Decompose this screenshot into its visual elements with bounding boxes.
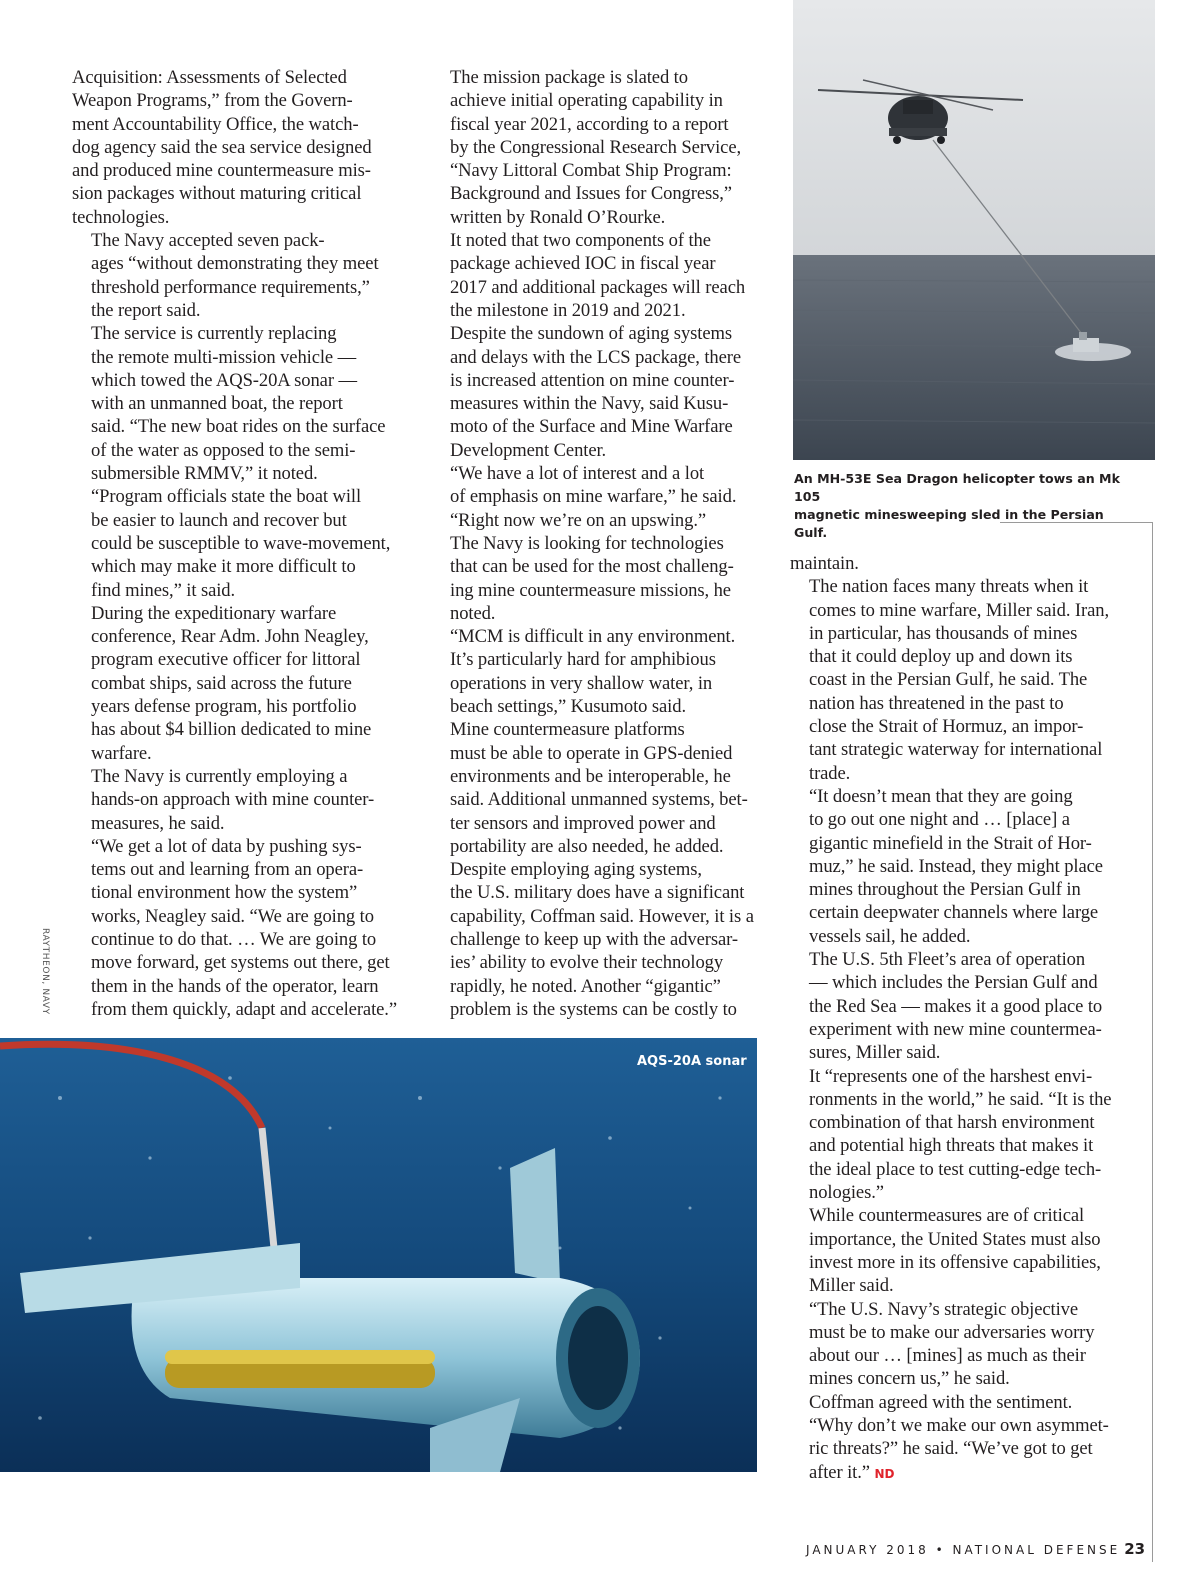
text-line: The U.S. 5th Fleet’s area of operation [809, 949, 1086, 971]
text-line: tional environment how the system” [91, 882, 358, 904]
end-mark: ND [874, 1466, 895, 1481]
text-line: gigantic minefield in the Strait of Hor- [809, 832, 1092, 854]
text-line: problem is the systems can be costly to [450, 998, 737, 1020]
article-paragraph [431, 462, 767, 532]
text-line: tant strategic waterway for international [809, 739, 1103, 761]
text-line: “It doesn’t mean that they are going [809, 785, 1073, 807]
text-line: vessels sail, he added. [809, 925, 971, 947]
text-line: with an unmanned boat, the report [91, 393, 343, 415]
text-line: importance, the United States must also [809, 1228, 1101, 1250]
text-line: The service is currently replacing [91, 323, 337, 345]
text-line: nation has threatened in the past to [809, 692, 1064, 714]
text-line: Miller said. [809, 1275, 894, 1297]
text-line: noted. [450, 602, 496, 624]
text-line: ages “without demonstrating they meet [91, 253, 379, 275]
text-line: program executive officer for littoral [91, 649, 361, 671]
text-line: combat ships, said across the future [91, 672, 352, 694]
text-line: Despite employing aging systems, [450, 859, 702, 881]
text-line: dog agency said the sea service designed [72, 136, 372, 158]
text-line: “The U.S. Navy’s strategic objective [809, 1298, 1079, 1320]
text-line: The Navy is looking for technologies [450, 532, 724, 554]
text-line: Background and Issues for Congress,” [450, 183, 732, 205]
article-paragraph [790, 1298, 1126, 1391]
text-line: sures, Miller said. [809, 1042, 941, 1064]
text-line: ing mine countermeasure missions, he [450, 579, 731, 601]
text-line: that can be used for the most challeng- [450, 556, 734, 578]
text-line: measures, he said. [91, 812, 225, 834]
text-line: of the water as opposed to the semi- [91, 439, 356, 461]
text-line: years defense program, his portfolio [91, 696, 357, 718]
text-line: Despite the sundown of aging systems [450, 323, 732, 345]
text-line: ment Accountability Office, the watch- [72, 113, 359, 135]
text-line: The Navy is currently employing a [91, 765, 348, 787]
text-line: fiscal year 2021, according to a report [450, 113, 729, 135]
text-line [790, 1461, 1126, 1486]
text-line: technologies. [72, 206, 170, 228]
text-line: could be susceptible to wave-movement, [91, 532, 391, 554]
text-line: It “represents one of the harshest envi- [809, 1065, 1093, 1087]
text-line: said. Additional unmanned systems, bet- [450, 789, 748, 811]
text-line: beach settings,” Kusumoto said. [450, 696, 686, 718]
text-line: “MCM is difficult in any environment. [450, 626, 736, 648]
text-line: comes to mine warfare, Miller said. Iran, [809, 599, 1110, 621]
text-line: capability, Coffman said. However, it is a [450, 905, 754, 927]
text-line: portability are also needed, he added. [450, 835, 724, 857]
sonar-photo-label: AQS-20A sonar [637, 1054, 747, 1069]
text-line: is increased attention on mine counter- [450, 369, 735, 391]
article-paragraph [790, 1391, 1126, 1486]
helicopter-photo-image [793, 0, 1155, 460]
text-line: that it could deploy up and down its [809, 646, 1073, 668]
text-line: by the Congressional Research Service, [450, 136, 742, 158]
divider-horizontal [1000, 522, 1153, 523]
text-line: move forward, get systems out there, get [91, 952, 390, 974]
text-line: tems out and learning from an opera- [91, 859, 364, 881]
text-line: the report said. [91, 299, 201, 321]
text-line: from them quickly, adapt and accelerate.” [91, 998, 397, 1020]
text-line: “Why don’t we make our own asymmet- [809, 1414, 1109, 1436]
text-line: them in the hands of the operator, learn [91, 975, 379, 997]
text-line: While countermeasures are of critical [809, 1205, 1085, 1227]
text-line: — which includes the Persian Gulf and [809, 972, 1098, 994]
text-line: and potential high threats that makes it [809, 1135, 1094, 1157]
article-paragraph [72, 602, 408, 765]
text-line: “We have a lot of interest and a lot [450, 463, 705, 485]
text-line: close the Strait of Hormuz, an impor- [809, 716, 1084, 738]
helicopter-photo [793, 0, 1155, 460]
article-paragraph [72, 485, 408, 601]
text-line: rapidly, he noted. Another “gigantic” [450, 975, 721, 997]
text-line: environments and be interoperable, he [450, 765, 731, 787]
article-paragraph [72, 66, 408, 229]
text-line: package achieved IOC in fiscal year [450, 253, 716, 275]
text-line: hands-on approach with mine counter- [91, 789, 375, 811]
text-line: The nation faces many threats when it [809, 576, 1089, 598]
divider-vertical [1152, 522, 1153, 1562]
article-paragraph [790, 1204, 1126, 1297]
article-paragraph [790, 785, 1126, 948]
text-line: conference, Rear Adm. John Neagley, [91, 626, 369, 648]
article-paragraph [72, 835, 408, 1021]
text-line: ronments in the world,” he said. “It is the [809, 1088, 1112, 1110]
text-line: the ideal place to test cutting-edge tech- [809, 1158, 1102, 1180]
text-line: said. “The new boat rides on the surface [91, 416, 386, 438]
text-line: trade. [809, 762, 851, 784]
text-line: and produced mine countermeasure mis- [72, 160, 371, 182]
article-column-3 [790, 552, 1126, 1486]
text-line: “Program officials state the boat will [91, 486, 362, 508]
text-line: Acquisition: Assessments of Selected [72, 67, 347, 88]
helicopter-photo-caption [794, 470, 1134, 542]
text-line: ies’ ability to evolve their technology [450, 952, 724, 974]
text-line: moto of the Surface and Mine Warfare [450, 416, 733, 438]
text-line: has about $4 billion dedicated to mine [91, 719, 372, 741]
text-line: achieve initial operating capability in [450, 90, 723, 112]
article-paragraph [431, 66, 767, 229]
sonar-photo-image [0, 1038, 757, 1472]
text-line: “Navy Littoral Combat Ship Program: [450, 160, 732, 182]
text-line: ric threats?” he said. “We’ve got to get [809, 1438, 1093, 1460]
article-paragraph [431, 322, 767, 462]
text-line: certain deepwater channels where large [809, 902, 1099, 924]
text-line: sion packages without maturing critical [72, 183, 362, 205]
article-paragraph [72, 322, 408, 485]
photo-credit: RAYTHEON, NAVY [40, 928, 50, 1015]
caption-line: magnetic minesweeping sled in the Persian Gulf. [794, 507, 1104, 540]
text-line: mines throughout the Persian Gulf in [809, 879, 1081, 901]
text-line: coast in the Persian Gulf, he said. The [809, 669, 1088, 691]
text-line: experiment with new mine countermea- [809, 1018, 1102, 1040]
text-line: the U.S. military does have a significant [450, 882, 745, 904]
text-line: the remote multi-mission vehicle — [91, 346, 357, 368]
text-line: must be able to operate in GPS-denied [450, 742, 733, 764]
article-paragraph [790, 575, 1126, 785]
article-paragraph [431, 532, 767, 625]
text-line: It noted that two components of the [450, 230, 711, 252]
article-column-2 [431, 66, 767, 1021]
text-line: the milestone in 2019 and 2021. [450, 299, 686, 321]
text-line: which towed the AQS-20A sonar — [91, 369, 357, 391]
text-line: in particular, has thousands of mines [809, 622, 1078, 644]
text-line: combination of that harsh environment [809, 1112, 1095, 1134]
text-line: mines concern us,” he said. [809, 1368, 1010, 1390]
article-column-1 [72, 66, 408, 1021]
text-line: Coffman agreed with the sentiment. [809, 1391, 1073, 1413]
text-line: ter sensors and improved power and [450, 812, 716, 834]
text-line: measures within the Navy, said Kusu- [450, 393, 729, 415]
text-line: submersible RMMV,” it noted. [91, 463, 318, 485]
text-line: maintain. [790, 553, 859, 574]
text-line: find mines,” it said. [91, 579, 236, 601]
text-line: and delays with the LCS package, there [450, 346, 742, 368]
text-line: Weapon Programs,” from the Govern- [72, 90, 353, 112]
footer-text: JANUARY 2018 • NATIONAL DEFENSE [806, 1543, 1121, 1557]
article-paragraph [72, 229, 408, 322]
text-line-content: after it.” [809, 1461, 870, 1483]
text-line: works, Neagley said. “We are going to [91, 905, 374, 927]
text-line: “Right now we’re on an upswing.” [450, 509, 707, 531]
text-line: which may make it more difficult to [91, 556, 356, 578]
text-line: about our … [mines] as much as their [809, 1345, 1086, 1367]
caption-line: An MH-53E Sea Dragon helicopter tows an Mk 105 [794, 471, 1120, 504]
text-line: Development Center. [450, 439, 607, 461]
text-line: continue to do that. … We are going to [91, 928, 377, 950]
text-line: invest more in its offensive capabilities, [809, 1251, 1101, 1273]
sonar-photo [0, 1038, 757, 1472]
text-line: written by Ronald O’Rourke. [450, 206, 666, 228]
article-paragraph [790, 948, 1126, 1064]
text-line: During the expeditionary warfare [91, 602, 337, 624]
article-paragraph [790, 552, 1126, 575]
text-line: muz,” he said. Instead, they might place [809, 855, 1103, 877]
text-line: operations in very shallow water, in [450, 672, 713, 694]
text-line: The mission package is slated to [450, 67, 688, 88]
text-line: must be to make our adversaries worry [809, 1321, 1095, 1343]
page-number: 23 [1124, 1540, 1146, 1558]
text-line: “We get a lot of data by pushing sys- [91, 835, 362, 857]
text-line: the Red Sea — makes it a good place to [809, 995, 1103, 1017]
page-footer [806, 1540, 1145, 1558]
text-line: threshold performance requirements,” [91, 276, 370, 298]
text-line: of emphasis on mine warfare,” he said. [450, 486, 737, 508]
article-paragraph [72, 765, 408, 835]
article-paragraph [431, 718, 767, 858]
text-line: warfare. [91, 742, 152, 764]
article-paragraph [790, 1065, 1126, 1205]
article-paragraph [431, 858, 767, 1021]
text-line: The Navy accepted seven pack- [91, 230, 325, 252]
text-line: 2017 and additional packages will reach [450, 276, 746, 298]
text-line: It’s particularly hard for amphibious [450, 649, 716, 671]
article-paragraph [431, 229, 767, 322]
article-paragraph [431, 625, 767, 718]
text-line: to go out one night and … [place] a [809, 809, 1070, 831]
text-line: nologies.” [809, 1182, 884, 1204]
text-line: be easier to launch and recover but [91, 509, 347, 531]
text-line: challenge to keep up with the adversar- [450, 928, 738, 950]
text-line: Mine countermeasure platforms [450, 719, 685, 741]
